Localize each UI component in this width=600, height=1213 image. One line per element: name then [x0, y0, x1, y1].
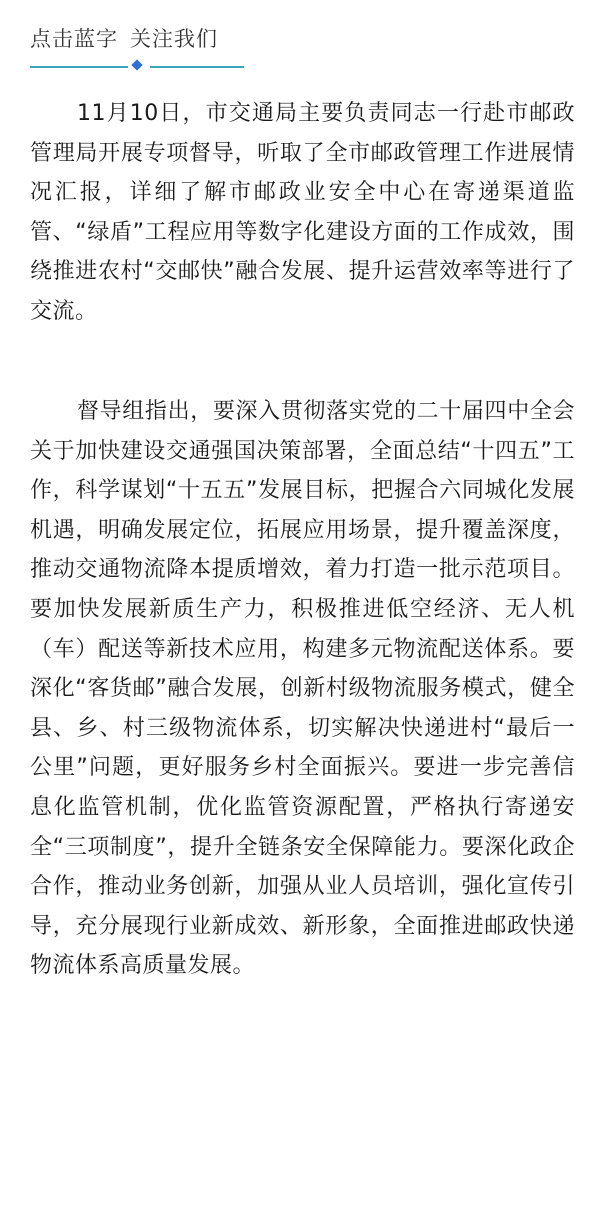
- follow-us-header[interactable]: [30, 24, 218, 54]
- follow-us-label: 关注我们: [130, 27, 218, 51]
- header-divider-left: [30, 66, 128, 68]
- article-paragraph-1: 11月10日，市交通局主要负责同志一行赴市邮政管理局开展专项督导，听取了全市邮政管理工作进展情况汇报，详细了解市邮政业安全中心在寄递渠道监管、“绿盾”工程应用等数字化建设方面的工作成效，围绕推进农村“交邮快”融合发展、提升运营效率等进行了交流。: [30, 101, 575, 324]
- diamond-icon: [131, 59, 142, 70]
- article-paragraph-2: 督导组指出，要深入贯彻落实党的二十届四中全会关于加快建设交通强国决策部署，全面总结“十四五”工作，科学谋划“十五五”发展目标，把握合六同城化发展机遇，明确发展定位，拓展应用场景，提升覆盖深度，推动交通物流降本提质增效，着力打造一批示范项目。要加快发展新质生产力，积极推进低空经济、无人机（车）配送等新技术应用，构建多元物流配送体系。要深化“客货邮”融合发展，创新村级物流服务模式，健全县、乡、村三级物流体系，切实解决快递进村“最后一公里”问题，更好服务乡村全面振兴。要进一步完善信息化监管机制，优化监管资源配置，严格执行寄递安全“三项制度”，提升全链条安全保障能力。要深化政企合作，推动业务创新，加强从业人员培训，强化宣传引导，充分展现行业新成效、新形象，全面推进邮政快递物流体系高质量发展。: [30, 399, 575, 979]
- header-divider-right: [150, 66, 244, 68]
- click-blue-text-label: 点击蓝字: [30, 27, 118, 51]
